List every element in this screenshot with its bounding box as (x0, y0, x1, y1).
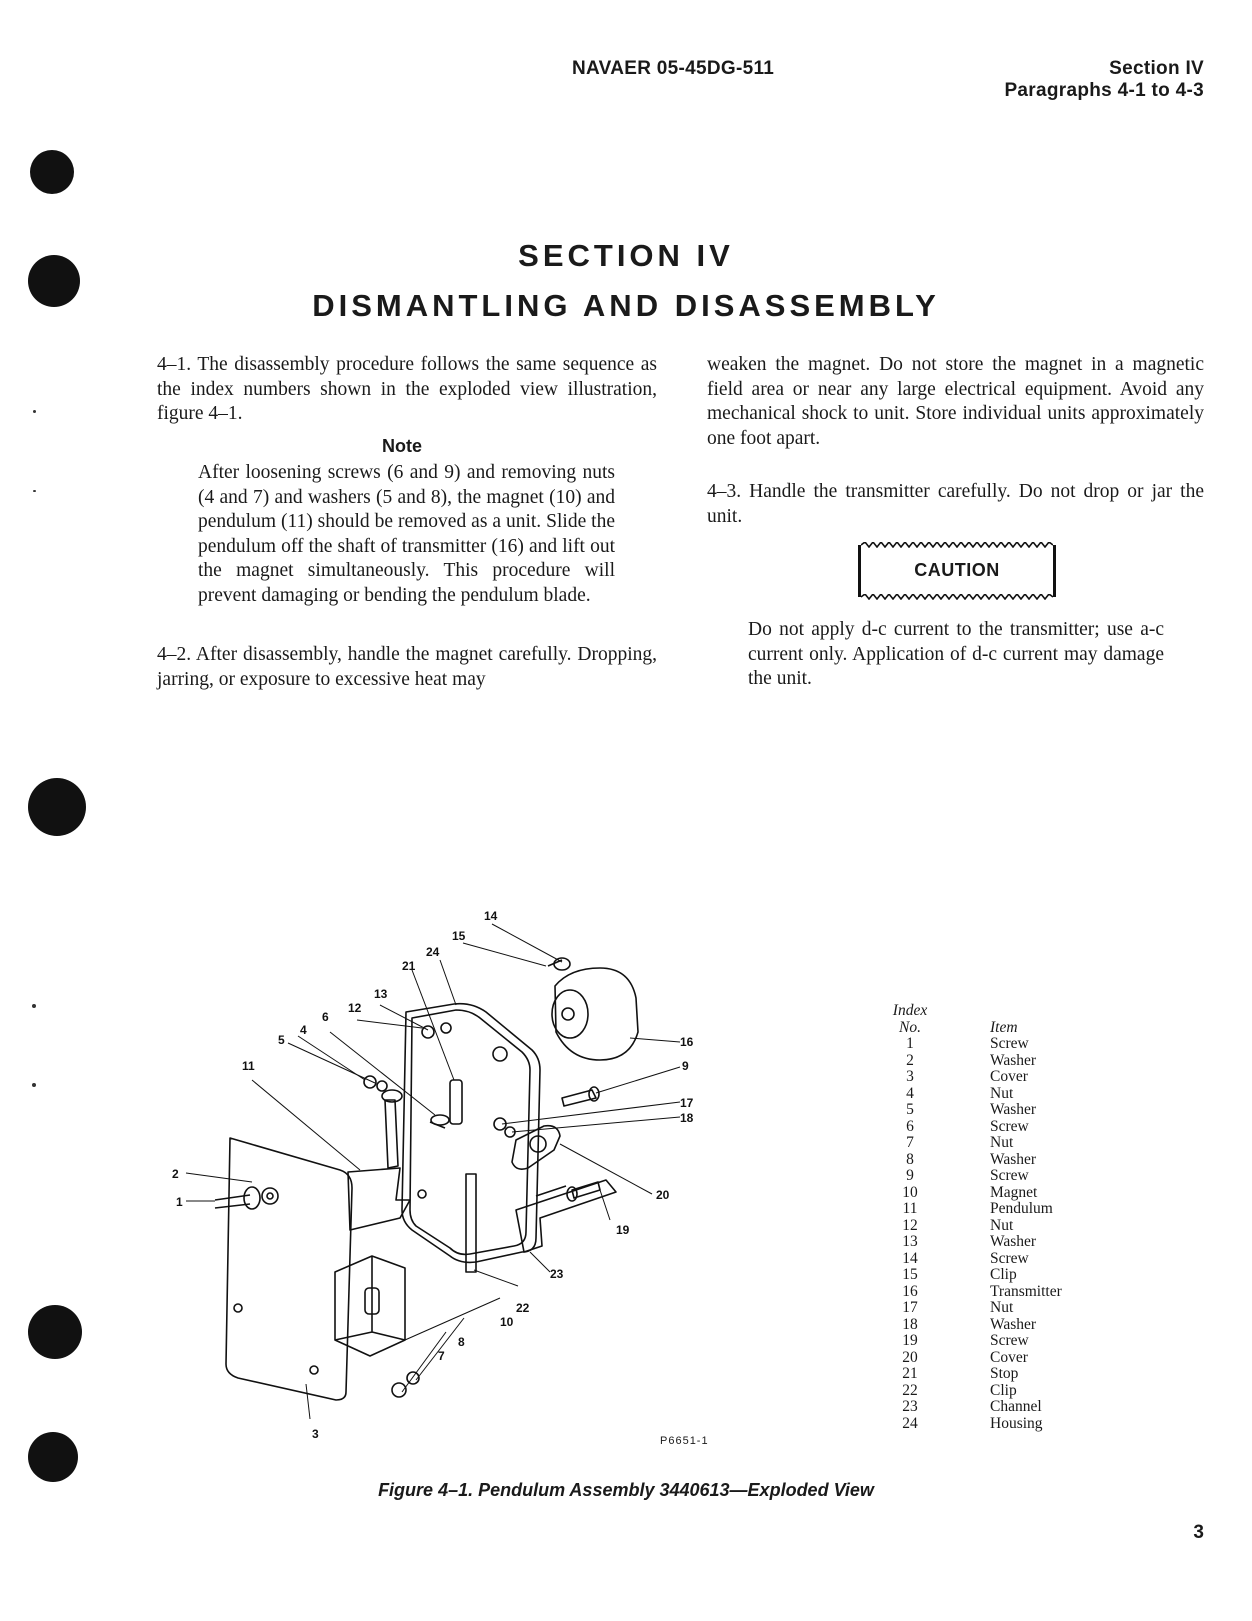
caution-label: CAUTION (914, 560, 1000, 580)
callout-8: 8 (458, 1335, 465, 1349)
paragraph-4-1: 4–1. The disassembly procedure follows the same sequence as the index numbers shown in the exploded view illustration, figure 4–1. (157, 354, 657, 424)
figure-caption: Figure 4–1. Pendulum Assembly 3440613—Exploded View (378, 1480, 874, 1500)
legend-index-no: 4 (906, 1084, 914, 1102)
paragraph-4-2-continued: weaken the magnet. Do not store the magnet in a magnetic field area or near any large electrical equipment. Avoid any mechanical shock to unit. Store individual units approximately one foot apart. (707, 354, 1204, 449)
legend-item-name: Clip (990, 1266, 1017, 1283)
legend-index-no: 5 (906, 1101, 914, 1118)
legend-row (880, 1350, 1062, 1367)
callout-7: 7 (438, 1349, 445, 1363)
legend-item-name: Nut (990, 1216, 1014, 1234)
legend-item-name: Housing (990, 1414, 1043, 1432)
legend-row (880, 1317, 1062, 1334)
legend-item-name: Cover (990, 1348, 1028, 1366)
legend-row (880, 1036, 1062, 1053)
legend-index-no: 9 (906, 1167, 914, 1184)
magnet-part (335, 1256, 405, 1356)
callout-labels (172, 909, 694, 1441)
page-mark (32, 1004, 36, 1008)
legend-index-no: 19 (902, 1332, 918, 1349)
legend-item-name: Washer (990, 1101, 1037, 1118)
legend-item-name: Screw (990, 1249, 1029, 1267)
channel-part (516, 1180, 616, 1252)
legend-item-name: Channel (990, 1398, 1042, 1415)
callout-22: 22 (516, 1301, 530, 1315)
legend-row (880, 1168, 1062, 1185)
callout-17: 17 (680, 1096, 694, 1110)
legend-row (880, 1152, 1062, 1169)
legend-row (880, 1300, 1062, 1317)
cover-part (226, 1138, 352, 1400)
doc-number: NAVAER 05-45DG-511 (572, 58, 775, 79)
legend-row (880, 1383, 1062, 1400)
legend-index-no: 22 (902, 1381, 918, 1399)
callout-5: 5 (278, 1033, 285, 1047)
callout-9: 9 (682, 1059, 689, 1073)
legend-row (880, 1185, 1062, 1202)
legend-item-name: Magnet (990, 1183, 1038, 1201)
legend-index-no: 15 (902, 1266, 918, 1283)
legend-row (880, 1284, 1062, 1301)
legend-item-name: Washer (990, 1150, 1037, 1168)
callout-13: 13 (374, 987, 388, 1001)
legend-item-name: Nut (990, 1299, 1014, 1316)
legend-index-no: 20 (902, 1348, 918, 1366)
leader-lines (186, 924, 680, 1419)
legend-index-no: 17 (902, 1299, 918, 1316)
legend-row (880, 1102, 1062, 1119)
exploded-view-drawing (160, 900, 760, 1460)
legend-row (880, 1119, 1062, 1136)
legend-index-no: 13 (902, 1233, 918, 1250)
legend-row (880, 1053, 1062, 1070)
page-number: 3 (1193, 1522, 1204, 1543)
section-title: SECTION IV (518, 238, 734, 273)
legend-index-no: 23 (902, 1398, 918, 1415)
pendulum-part (348, 1168, 410, 1230)
page-mark (33, 410, 36, 413)
legend-item-name: Screw (990, 1117, 1029, 1135)
legend-index-no: 18 (902, 1315, 918, 1333)
callout-20: 20 (656, 1188, 670, 1202)
legend-row (880, 1218, 1062, 1235)
transmitter-part (555, 968, 638, 1060)
legend-header-no: No. (899, 1018, 921, 1036)
legend-item-name: Clip (990, 1381, 1017, 1399)
caution-border-bottom (861, 594, 1053, 600)
binder-hole (28, 778, 86, 836)
legend-index-no: 1 (906, 1035, 914, 1052)
legend-row (880, 1251, 1062, 1268)
callout-21: 21 (402, 959, 416, 973)
caution-border-top (861, 542, 1053, 548)
legend-row (880, 1135, 1062, 1152)
legend-row (880, 1234, 1062, 1251)
callout-6: 6 (322, 1010, 329, 1024)
legend-index-no: 7 (906, 1134, 914, 1151)
parts-legend (880, 1003, 1062, 1432)
legend-index-no: 14 (902, 1249, 918, 1267)
legend-index-no: 6 (906, 1117, 914, 1135)
callout-18: 18 (680, 1111, 694, 1125)
callout-11: 11 (242, 1059, 255, 1073)
page-mark (33, 490, 36, 492)
legend-item-name: Cover (990, 1068, 1028, 1085)
legend-item-name: Stop (990, 1365, 1019, 1382)
callout-2: 2 (172, 1167, 179, 1181)
legend-row (880, 1267, 1062, 1284)
callout-1: 1 (176, 1195, 183, 1209)
callout-19: 19 (616, 1223, 630, 1237)
legend-item-name: Screw (990, 1035, 1029, 1052)
legend-item-name: Nut (990, 1134, 1014, 1151)
legend-row (880, 1399, 1062, 1416)
legend-item-name: Screw (990, 1167, 1029, 1184)
legend-row (880, 1069, 1062, 1086)
callout-16: 16 (680, 1035, 694, 1049)
legend-header-index: Index (892, 1002, 928, 1019)
legend-row (880, 1086, 1062, 1103)
callout-4: 4 (300, 1023, 307, 1037)
legend-item-name: Nut (990, 1084, 1014, 1102)
legend-index-no: 2 (906, 1051, 914, 1069)
legend-row (880, 1366, 1062, 1383)
legend-index-no: 24 (902, 1414, 918, 1432)
legend-item-name: Screw (990, 1332, 1029, 1349)
legend-item-name: Washer (990, 1315, 1037, 1333)
legend-item-name: Washer (990, 1051, 1037, 1069)
section-label: Section IV (1109, 58, 1204, 79)
legend-row (880, 1333, 1062, 1350)
legend-header-item: Item (990, 1018, 1018, 1036)
paragraphs-label: Paragraphs 4-1 to 4-3 (1004, 80, 1204, 101)
legend-index-no: 12 (902, 1216, 918, 1234)
callout-15: 15 (452, 929, 466, 943)
binder-hole (28, 1305, 82, 1359)
section-subtitle: DISMANTLING AND DISASSEMBLY (312, 288, 940, 323)
legend-index-no: 11 (902, 1200, 918, 1217)
callout-14: 14 (484, 909, 498, 923)
legend-index-no: 16 (902, 1282, 918, 1300)
legend-index-no: 8 (906, 1150, 914, 1168)
page-mark (32, 1083, 36, 1087)
legend-index-no: 3 (906, 1068, 914, 1085)
callout-24: 24 (426, 945, 440, 959)
callout-10: 10 (500, 1315, 514, 1329)
callout-12: 12 (348, 1001, 362, 1015)
legend-row (880, 1416, 1062, 1433)
legend-index-no: 21 (902, 1365, 918, 1382)
legend-item-name: Washer (990, 1233, 1037, 1250)
caution-box (858, 545, 1056, 597)
legend-row (880, 1201, 1062, 1218)
note-text: After loosening screws (6 and 9) and removing nuts (4 and 7) and washers (5 and 8), the magnet (10) and pendulum (11) should be removed as a unit. Slide the pendulum off the shaft of transmitter (16) and lift out the magnet simultaneously. This procedure will prevent damaging or bending the pendulum blade. (198, 462, 615, 606)
parts-table (880, 1003, 1062, 1432)
legend-item-name: Transmitter (990, 1282, 1062, 1300)
binder-hole (28, 1432, 78, 1482)
paragraph-4-3: 4–3. Handle the transmitter carefully. Do not drop or jar the unit. (707, 481, 1204, 527)
callout-3: 3 (312, 1427, 319, 1441)
exploded-view-figure (160, 900, 760, 1460)
caution-text: Do not apply d-c current to the transmitter; use a-c current only. Application of d-c current may damage the unit. (748, 619, 1164, 689)
legend-index-no: 10 (902, 1183, 918, 1201)
paragraph-4-2: 4–2. After disassembly, handle the magnet carefully. Dropping, jarring, or exposure to excessive heat may (157, 644, 657, 690)
legend-item-name: Pendulum (990, 1200, 1053, 1217)
callout-23: 23 (550, 1267, 564, 1281)
note-title: Note (382, 436, 422, 456)
binder-hole (30, 150, 74, 194)
figure-code: P6651-1 (660, 1435, 709, 1447)
